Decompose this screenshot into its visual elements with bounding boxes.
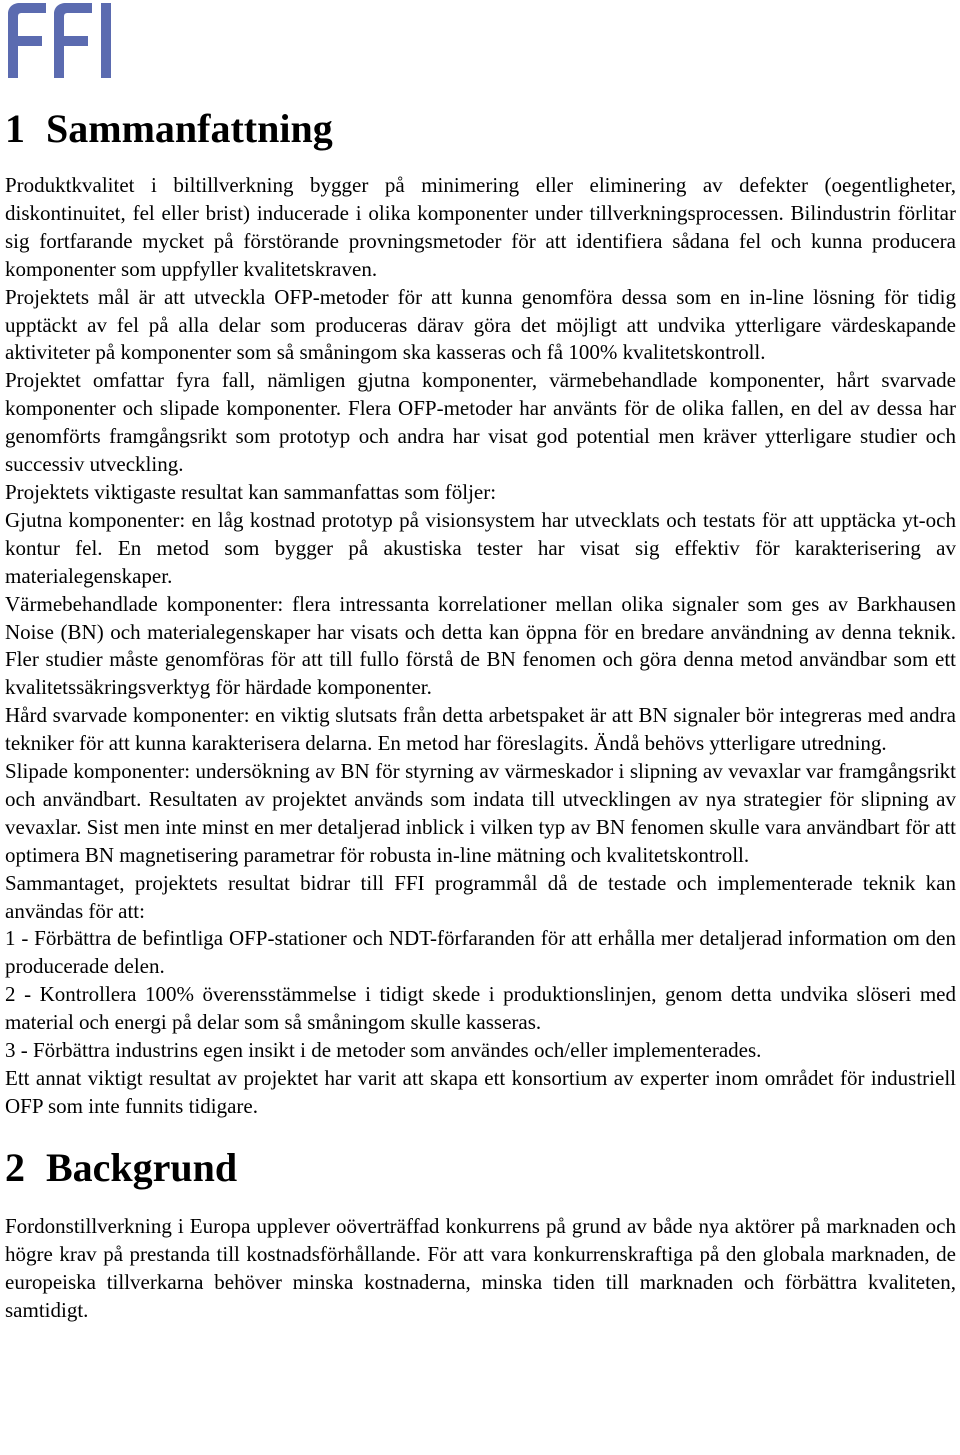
section-number: 2 <box>5 1144 25 1190</box>
paragraph: Produktkvalitet i biltillverkning bygger på minimering eller eliminering av defekter (oegentligheter, diskontinuitet, fel eller brist) inducerade i olika komponenter under tillverkningsprocessen. Bilindustrin förlitar sig fortfarande mycket på förstörande provningsmetoder för att identifiera sådana fel och kunna producera komponenter som uppfyller kvalitetskraven. <box>5 173 956 281</box>
section-heading-background <box>5 1145 956 1191</box>
paragraph: Gjutna komponenter: en låg kostnad prototyp på visionsystem har utvecklats och testats för att upptäcka yt-och kontur fel. En metod som bygger på akustiska tester har visat sig effektiv för karakterisering av materialegenskaper. <box>5 507 956 588</box>
paragraph: Projektets viktigaste resultat kan sammanfattas som följer: <box>5 479 497 504</box>
paragraph: Ett annat viktigt resultat av projektet har varit att skapa ett konsortium av experter inom området för industriell OFP som inte funnits tidigare. <box>5 1066 956 1118</box>
section-heading-summary <box>5 106 956 152</box>
paragraph: Hård svarvade komponenter: en viktig slutsats från detta arbetspaket är att BN signaler bör integreras med andra tekniker för att kunna karakterisera delarna. En metod har föreslagits. Ändå behövs ytterligare utredning. <box>5 703 956 756</box>
list-item: 2 - Kontrollera 100% överensstämmelse i tidigt skede i produktionslinjen, genom detta undvika slöseri med material och energi på delar som så småningom skulle kasseras. <box>5 982 956 1035</box>
list-item: 1 - Förbättra de befintliga OFP-stationer och NDT-förfaranden för att erhålla mer detaljerad information om den producerade delen. <box>5 926 956 979</box>
section-number: 1 <box>5 106 25 151</box>
ffi-logo-graphic <box>6 0 118 80</box>
paragraph: Projektets mål är att utveckla OFP-metoder för att kunna genomföra dessa som en in-line lösning för tidig upptäckt av fel på alla delar som produceras därav göra det möjligt att undvika ytterligare värdeskapande aktiviteter på komponenter som så småningom ska kasseras och få 100% kvalitetskontroll. <box>5 284 956 365</box>
list-item: 3 - Förbättra industrins egen insikt i de metoder som användes och/eller implementerades. <box>5 1038 762 1063</box>
paragraph: Slipade komponenter: undersökning av BN för styrning av värmeskador i slipning av vevaxlar var framgångsrikt och användbart. Resultaten av projektet används som indata till utvecklingen av nya strategier för slipning av vevaxlar. Sist men inte minst en mer detaljerad inblick i vilken typ av BN fenomen skulle vara användbart för att optimera BN magnetisering parametrar för robusta in-line mätning och kvalitetskontroll. <box>5 759 956 867</box>
section-title: Sammanfattning <box>46 106 333 151</box>
paragraph: Projektet omfattar fyra fall, nämligen gjutna komponenter, värmebehandlade komponenter, hårt svarvade komponenter och slipade komponenter. Flera OFP-metoder har använts för de olika fallen, en del av dessa har genomförts framgångsrikt som prototyp och andra har visat god potential men kräver ytterligare studier och successiv utveckling. <box>5 368 956 477</box>
paragraph: Sammantaget, projektets resultat bidrar till FFI programmål då de testade och implementerade teknik kan användas för att: <box>5 870 956 923</box>
ffi-logo <box>6 0 118 80</box>
paragraph: Värmebehandlade komponenter: flera intressanta korrelationer mellan olika signaler som ges av Barkhausen Noise (BN) och materialegenskaper har visats och detta kan öppna för en bredare användning av denna teknik. Fler studier måste genomföras för att till fullo förstå de BN fenomen och göra denna metod användbar som ett kvalitetssäkringsverktyg för härdade komponenter. <box>5 591 956 700</box>
section-title: Backgrund <box>46 1144 238 1190</box>
document-body <box>5 96 956 1324</box>
paragraph: Fordonstillverkning i Europa upplever oöverträffad konkurrens på grund av både nya aktörer på marknaden och högre krav på prestanda till kostnadsförhållande. För att vara konkurrenskraftiga på den globala marknaden, de europeiska tillverkarna behöver minska kostnaderna, minska tiden till marknaden och förbättra kvaliteten, samtidigt. <box>5 1213 956 1322</box>
